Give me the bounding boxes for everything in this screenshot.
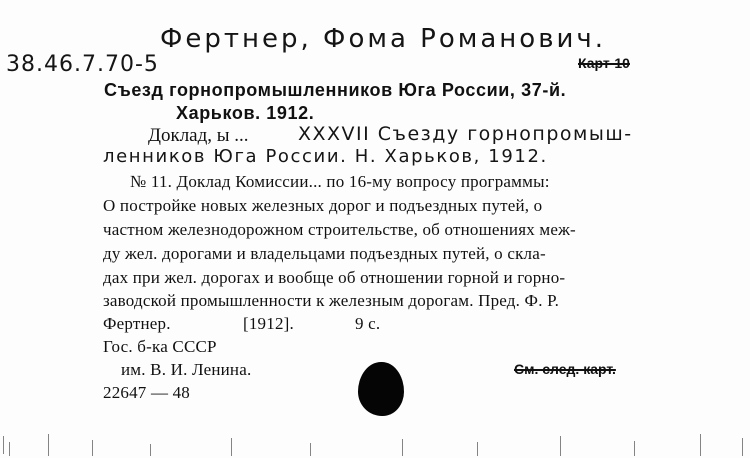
body-line-2: О постройке новых железных дорог и подъездных путей, о — [103, 196, 543, 215]
library-number: 22647 — 48 — [103, 383, 190, 402]
author-handwritten: Фертнер, Фома Романович. — [160, 24, 607, 54]
bottom-right-stamp: См. след. карт. — [514, 361, 616, 377]
punch-hole — [358, 362, 404, 416]
imprint-year: [1912]. — [243, 314, 294, 333]
shelfmark-handwritten: 38.46.7.70-5 — [6, 52, 159, 77]
body-line-3: частном железнодорожном строительстве, об отношениях меж- — [103, 220, 576, 239]
top-right-stamp: Карт-10 — [578, 55, 630, 71]
imprint-author: Фертнер. — [103, 314, 171, 333]
body-line-6: заводской промышленности к железным дорогам. Пред. Ф. Р. — [103, 291, 560, 310]
library-line-1: Гос. б-ка СССР — [103, 337, 217, 356]
body-line-1: № 11. Доклад Комиссии... по 16-му вопросу программы: — [130, 172, 550, 191]
heading-line-1: Съезд горнопромышленников Юга России, 37-й. — [104, 80, 567, 100]
heading-line-2: Харьков. 1912. — [176, 103, 315, 123]
imprint-pages: 9 с. — [355, 314, 381, 333]
library-line-2: им. В. И. Ленина. — [121, 360, 252, 379]
body-line-4: ду жел. дорогами и владельцами подъездных путей, о скла- — [103, 244, 546, 263]
doklad-handwritten-2: ленников Юга России. Н. Харьков, 1912. — [103, 146, 548, 167]
doklad-typed: Доклад, ы ... — [148, 125, 249, 146]
scan-edge-noise — [0, 430, 750, 458]
doklad-handwritten-1: XXXVII Съезду горнопромыш- — [298, 123, 633, 145]
body-line-5: дах при жел. дорогах и вообще об отношении горной и горно- — [103, 268, 566, 287]
